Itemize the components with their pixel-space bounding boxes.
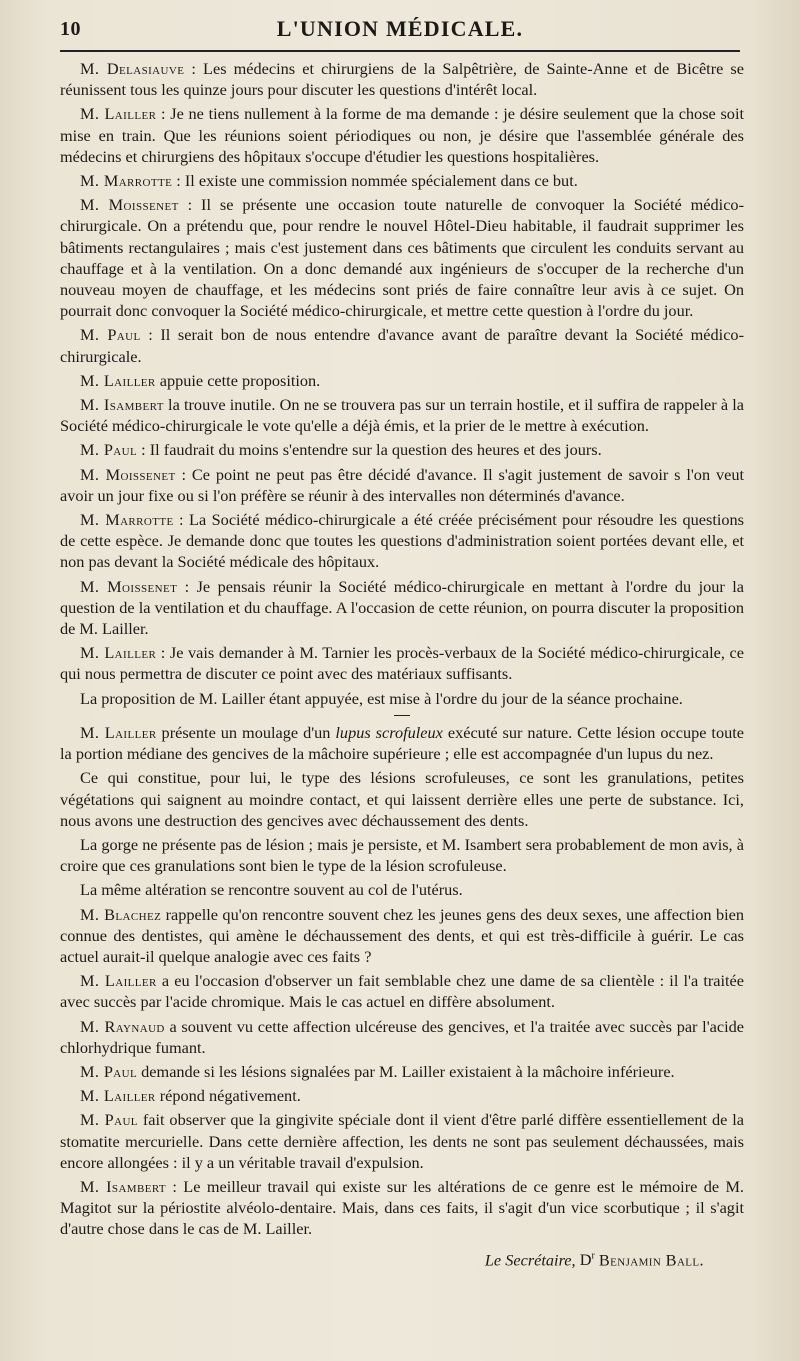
paragraph-text: La gorge ne présente pas de lésion ; mais je persiste, et M. Isambert sera probablement de mon avis, à croire que ces granulations sont bien le type de la lésion scrofuleuse. [60, 834, 744, 876]
paragraph-text: Ce qui constitue, pour lui, le type des lésions scrofuleuses, ce sont les granulations, petites végétations qui saignent au moindre contact, et qui laissent derrière elles une perte de substance. Ici, nous avons une destruction des gencives avec déchaussement des dents. [60, 768, 744, 830]
paragraph [60, 394, 744, 436]
paragraph-text: : La Société médico-chirurgicale a été créée précisément pour résoudre les questions de cette espèce. Je demande donc que toutes les questions d'administration soient portées devant elle, et non pas devant la Société médicale des hôpitaux. [60, 510, 744, 572]
paragraph [60, 1109, 744, 1173]
paragraph [60, 1085, 744, 1106]
speaker-name: M. Paul [80, 325, 141, 345]
paragraph-text: : Il faudrait du moins s'entendre sur la question des heures et des jours. [137, 440, 602, 460]
signature [60, 1246, 704, 1271]
running-title: L'UNION MÉDICALE. [276, 16, 524, 41]
paragraph [60, 970, 744, 1012]
paragraph [60, 103, 744, 167]
speaker-name: M. Lailler [80, 104, 157, 124]
paragraph [60, 58, 744, 100]
paragraph-text: : Je ne tiens nullement à la forme de ma demande : je désire seulement que la chose soit mise en train. Que les réunions soient périodiques ou non, je désire que l'assemblée générale des médecins et chirurgiens des hôpitaux s'occupe d'étudier les questions hospitalières. [60, 104, 744, 166]
paragraph-text: : Il existe une commission nommée spécialement dans ce but. [172, 171, 578, 191]
speaker-name: M. Lailler [80, 722, 157, 742]
paragraph [60, 642, 744, 684]
speaker-name: M. Delasiauve [80, 59, 185, 78]
paragraph [60, 1016, 744, 1058]
paragraph [60, 1176, 744, 1240]
paragraph-text: demande si les lésions signalées par M. Lailler existaient à la mâchoire inférieure. [137, 1061, 675, 1081]
speaker-name: M. Lailler [80, 1086, 156, 1106]
paragraph [60, 767, 744, 831]
speaker-name: M. Marrotte [80, 510, 174, 530]
section-separator [394, 715, 410, 716]
paragraph [60, 879, 744, 900]
speaker-name: M. Lailler [80, 971, 157, 991]
paragraph [60, 1061, 744, 1082]
paragraph [60, 834, 744, 876]
paragraph-text: a eu l'occasion d'observer un fait semblable chez une dame de sa clientèle : il l'a traitée avec succès par l'acide chromique. Mais le cas actuel en diffère absolument. [60, 971, 744, 1012]
signature-role: Le Secrétaire, [484, 1249, 576, 1269]
header-rule [60, 50, 740, 52]
speaker-name: M. Moissenet [80, 195, 179, 215]
paragraph [60, 576, 744, 640]
paragraph [60, 688, 744, 709]
paragraph [60, 439, 744, 460]
paragraph-text: : Je vais demander à M. Tarnier les procès-verbaux de la Société médico-chirurgicale, ce qui nous permettra de discuter ce point avec des matériaux suffisants. [60, 643, 744, 684]
speaker-name: M. Paul [80, 1110, 138, 1130]
body-text [60, 58, 744, 1270]
paragraph [60, 464, 744, 506]
paragraph-text: : Il serait bon de nous entendre d'avance avant de paraître devant la Société médico-chirurgicale. [60, 325, 744, 366]
speaker-name: M. Moissenet [80, 464, 176, 484]
paragraph-text-lead: présente un moulage d'un [156, 722, 336, 742]
paragraph-text: : Il se présente une occasion toute naturelle de convoquer la Société médico-chirurgicale. On a prétendu que, pour rendre le nouvel Hôtel-Dieu habitable, il faudrait supprimer les bâtiments rectangulaires ; mais c'est justement dans ces bâtiments que circulent les conduits servant au chauffage et à la ventilation. On a donc demandé aux ingénieurs de s'occuper de la recherche d'un nouveau moyen de chauffage, et les médecins sont priés de faire connaître leur avis à ce sujet. On pourrait donc convoquer la Société médico-chirurgicale, et mettre cette question à l'ordre du jour. [60, 195, 744, 321]
paragraph-text: : Le meilleur travail qui existe sur les altérations de ce genre est le mémoire de M. Magitot sur la périostite alvéolo-dentaire. Mais, dans ces faits, il s'agit d'un vice scorbutique ; il s'agit d'autre chose dans le cas de M. Lailler. [60, 1176, 744, 1239]
paragraph [60, 324, 744, 366]
speaker-name: M. Marrotte [80, 171, 173, 191]
paragraph [60, 370, 744, 391]
speaker-name: M. Paul [80, 1061, 138, 1081]
page-header [60, 14, 740, 48]
signature-name: Benjamin Ball. [598, 1249, 704, 1269]
paragraph [60, 194, 744, 321]
paragraph-text: appuie cette proposition. [155, 370, 321, 390]
paragraph-text: La proposition de M. Lailler étant appuyée, est mise à l'ordre du jour de la séance prochaine. [80, 688, 683, 708]
speaker-name: M. Paul [80, 440, 138, 460]
speaker-name: M. Raynaud [80, 1016, 165, 1036]
speaker-name: M. Isambert [80, 1176, 167, 1196]
speaker-name: M. Lailler [80, 643, 157, 663]
paragraph-text: rappelle qu'on rencontre souvent chez les jeunes gens des deux sexes, une affection bien connue des dentistes, qui amène le déchaussement des dents, et qui est très-difficile à guérir. Le cas actuel aurait-il quelque analogie avec ces faits ? [60, 904, 745, 966]
paragraph [60, 509, 744, 573]
paragraph [60, 170, 744, 191]
speaker-name: M. Isambert [80, 395, 164, 415]
italic-term: lupus scrofuleux [335, 722, 443, 742]
paragraph-text: exécuté sur nature. Cette lésion occupe toute la portion médiane des gencives de la mâchoire supérieure ; elle est accompagnée d'un lupus du nez. [60, 722, 744, 764]
paragraph-text: : Les médecins et chirurgiens de la Salpêtrière, de Sainte-Anne et de Bicêtre se réunissent tous les quinze jours pour discuter les questions d'intérêt local. [60, 59, 744, 100]
page-number: 10 [60, 18, 81, 40]
speaker-name: M. Lailler [80, 370, 156, 390]
minutes-discussion [60, 58, 744, 709]
paragraph-text: fait observer que la gingivite spéciale dont il vient d'être parlé diffère essentiellement de la stomatite mercurielle. Dans cette dernière affection, les dents ne sont pas seulement déchaussées, mais encore allongées : il y a un véritable travail d'expulsion. [60, 1110, 744, 1172]
paragraph-text: : Ce point ne peut pas être décidé d'avance. Il s'agit justement de savoir s l'on veut avoir un jour fixe ou si l'on préfère se réunir à des intervalles non déterminés d'avance. [60, 464, 744, 505]
paragraph [60, 904, 744, 968]
paragraph-text: a souvent vu cette affection ulcéreuse des gencives, et l'a traitée avec succès par l'acide chlorhydrique fumant. [60, 1016, 744, 1057]
paragraph-text: répond négativement. [155, 1086, 301, 1106]
signature-title: $D^r$ [579, 1249, 595, 1269]
case-presentation [60, 722, 744, 1240]
paragraph [60, 722, 744, 764]
paragraph-text: : Je pensais réunir la Société médico-chirurgicale en mettant à l'ordre du jour la question de la ventilation et du chauffage. A l'occasion de cette réunion, on pourra discuter la proposition de M. Lailler. [60, 576, 744, 639]
paragraph-text: la trouve inutile. On ne se trouvera pas sur un terrain hostile, et il suffira de rappeler à la Société médico-chirurgicale le vote qu'elle a déjà émis, et la prier de le mettre à exécution. [60, 395, 745, 436]
speaker-name: M. Moissenet [80, 576, 178, 596]
speaker-name: M. Blachez [80, 904, 162, 924]
paragraph-text: La même altération se rencontre souvent au col de l'utérus. [80, 880, 463, 900]
